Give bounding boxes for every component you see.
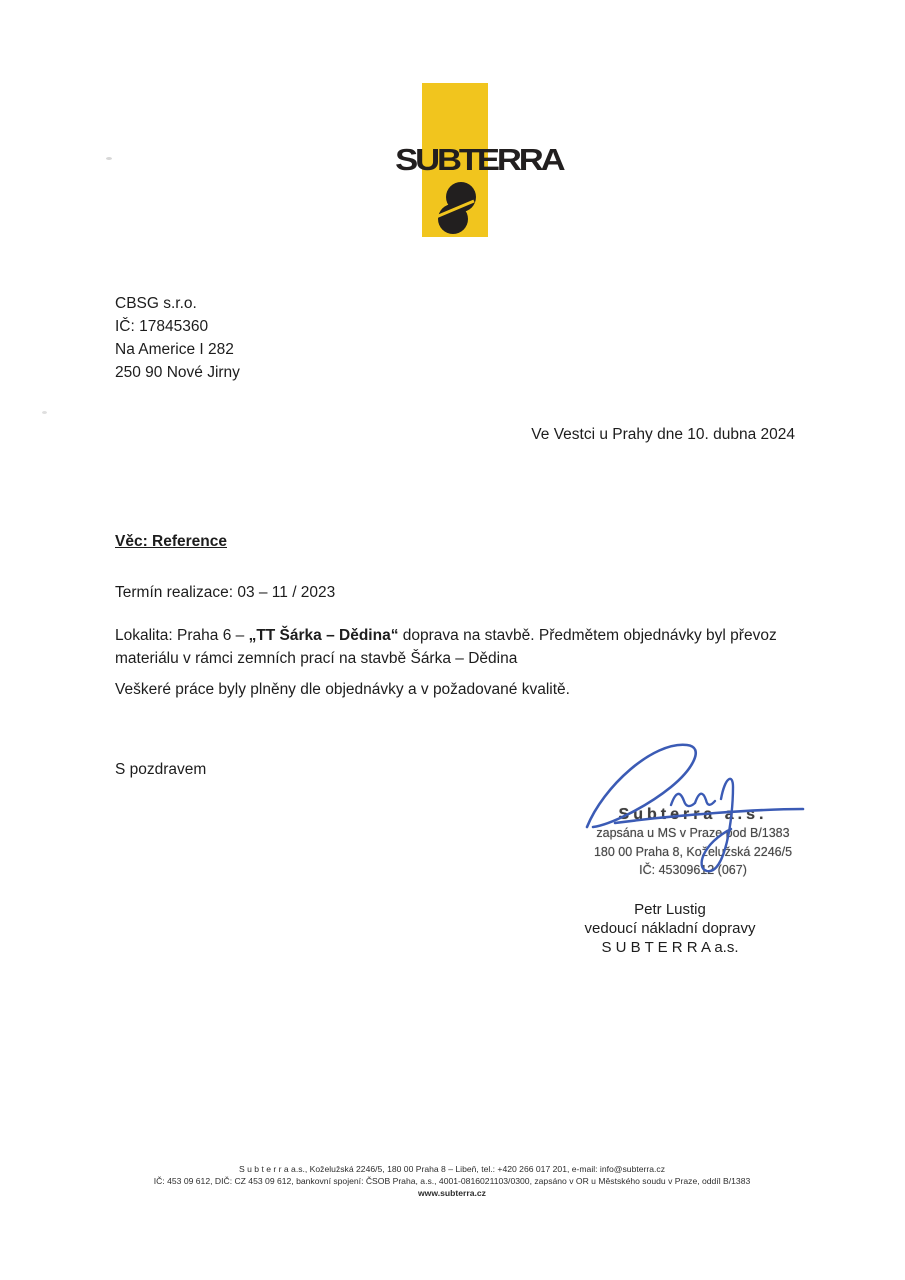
stamp-ic: IČ: 45309612 (067) <box>639 863 747 877</box>
logo-wordmark: SUBTERRA <box>395 142 563 177</box>
lokalita-suffix: doprava na stavbě. Předmětem objednávky byl převoz materiálu v rámci zemních prací na stavbě Šárka – Dědina <box>115 627 777 667</box>
footer-website: www.subterra.cz <box>418 1188 486 1198</box>
two-overlapping-circles-icon <box>428 181 482 235</box>
lokalita-prefix: Lokalita: Praha 6 – <box>115 627 249 644</box>
subject-line: Věc: Reference <box>115 533 228 550</box>
quality-statement: Veškeré práce byly plněny dle objednávky a v požadované kvalitě. <box>115 681 570 698</box>
recipient-address-block <box>115 292 240 384</box>
place-date-line: Ve Vestci u Prahy dne 10. dubna 2024 <box>531 426 795 443</box>
recipient-city: 250 90 Nové Jirny <box>115 364 240 381</box>
scan-speck <box>42 411 47 414</box>
footer-contact-line: S u b t e r r a a.s., Koželužská 2246/5, 180 00 Praha 8 – Libeň, tel.: +420 266 017 201, e-mail: info@subterra.cz <box>238 1164 666 1174</box>
signer-company: S U B T E R R A a.s. <box>601 939 739 956</box>
signer-name: Petr Lustig <box>634 901 706 918</box>
stamp-address: 180 00 Praha 8, Koželužská 2246/5 <box>593 844 793 859</box>
signer-role: vedoucí nákladní dopravy <box>584 920 756 937</box>
recipient-ic: IČ: 17845360 <box>115 318 209 335</box>
scan-speck <box>106 157 112 160</box>
signer-block <box>555 900 785 957</box>
subterra-logo <box>395 83 563 237</box>
stamp-registration: zapsána u MS v Praze pod B/1383 <box>596 826 790 840</box>
lokalita-project-name: „TT Šárka – Dědina“ <box>248 627 399 644</box>
lokalita-paragraph <box>115 624 797 670</box>
footer-legal-line: IČ: 453 09 612, DIČ: CZ 453 09 612, bankovní spojení: ČSOB Praha, a.s., 4001-0816021103/0300, zapsáno v OR u Městského soudu v Praze, oddíl B/1383 <box>153 1176 751 1186</box>
stamp-company-name: Subterra a.s. <box>618 806 768 823</box>
recipient-company: CBSG s.r.o. <box>115 295 197 312</box>
term-line: Termín realizace: 03 – 11 / 2023 <box>115 584 336 601</box>
recipient-street: Na Americe I 282 <box>115 341 234 358</box>
closing-salutation: S pozdravem <box>115 761 207 778</box>
company-stamp <box>578 806 808 880</box>
letterhead-footer <box>82 1163 822 1199</box>
